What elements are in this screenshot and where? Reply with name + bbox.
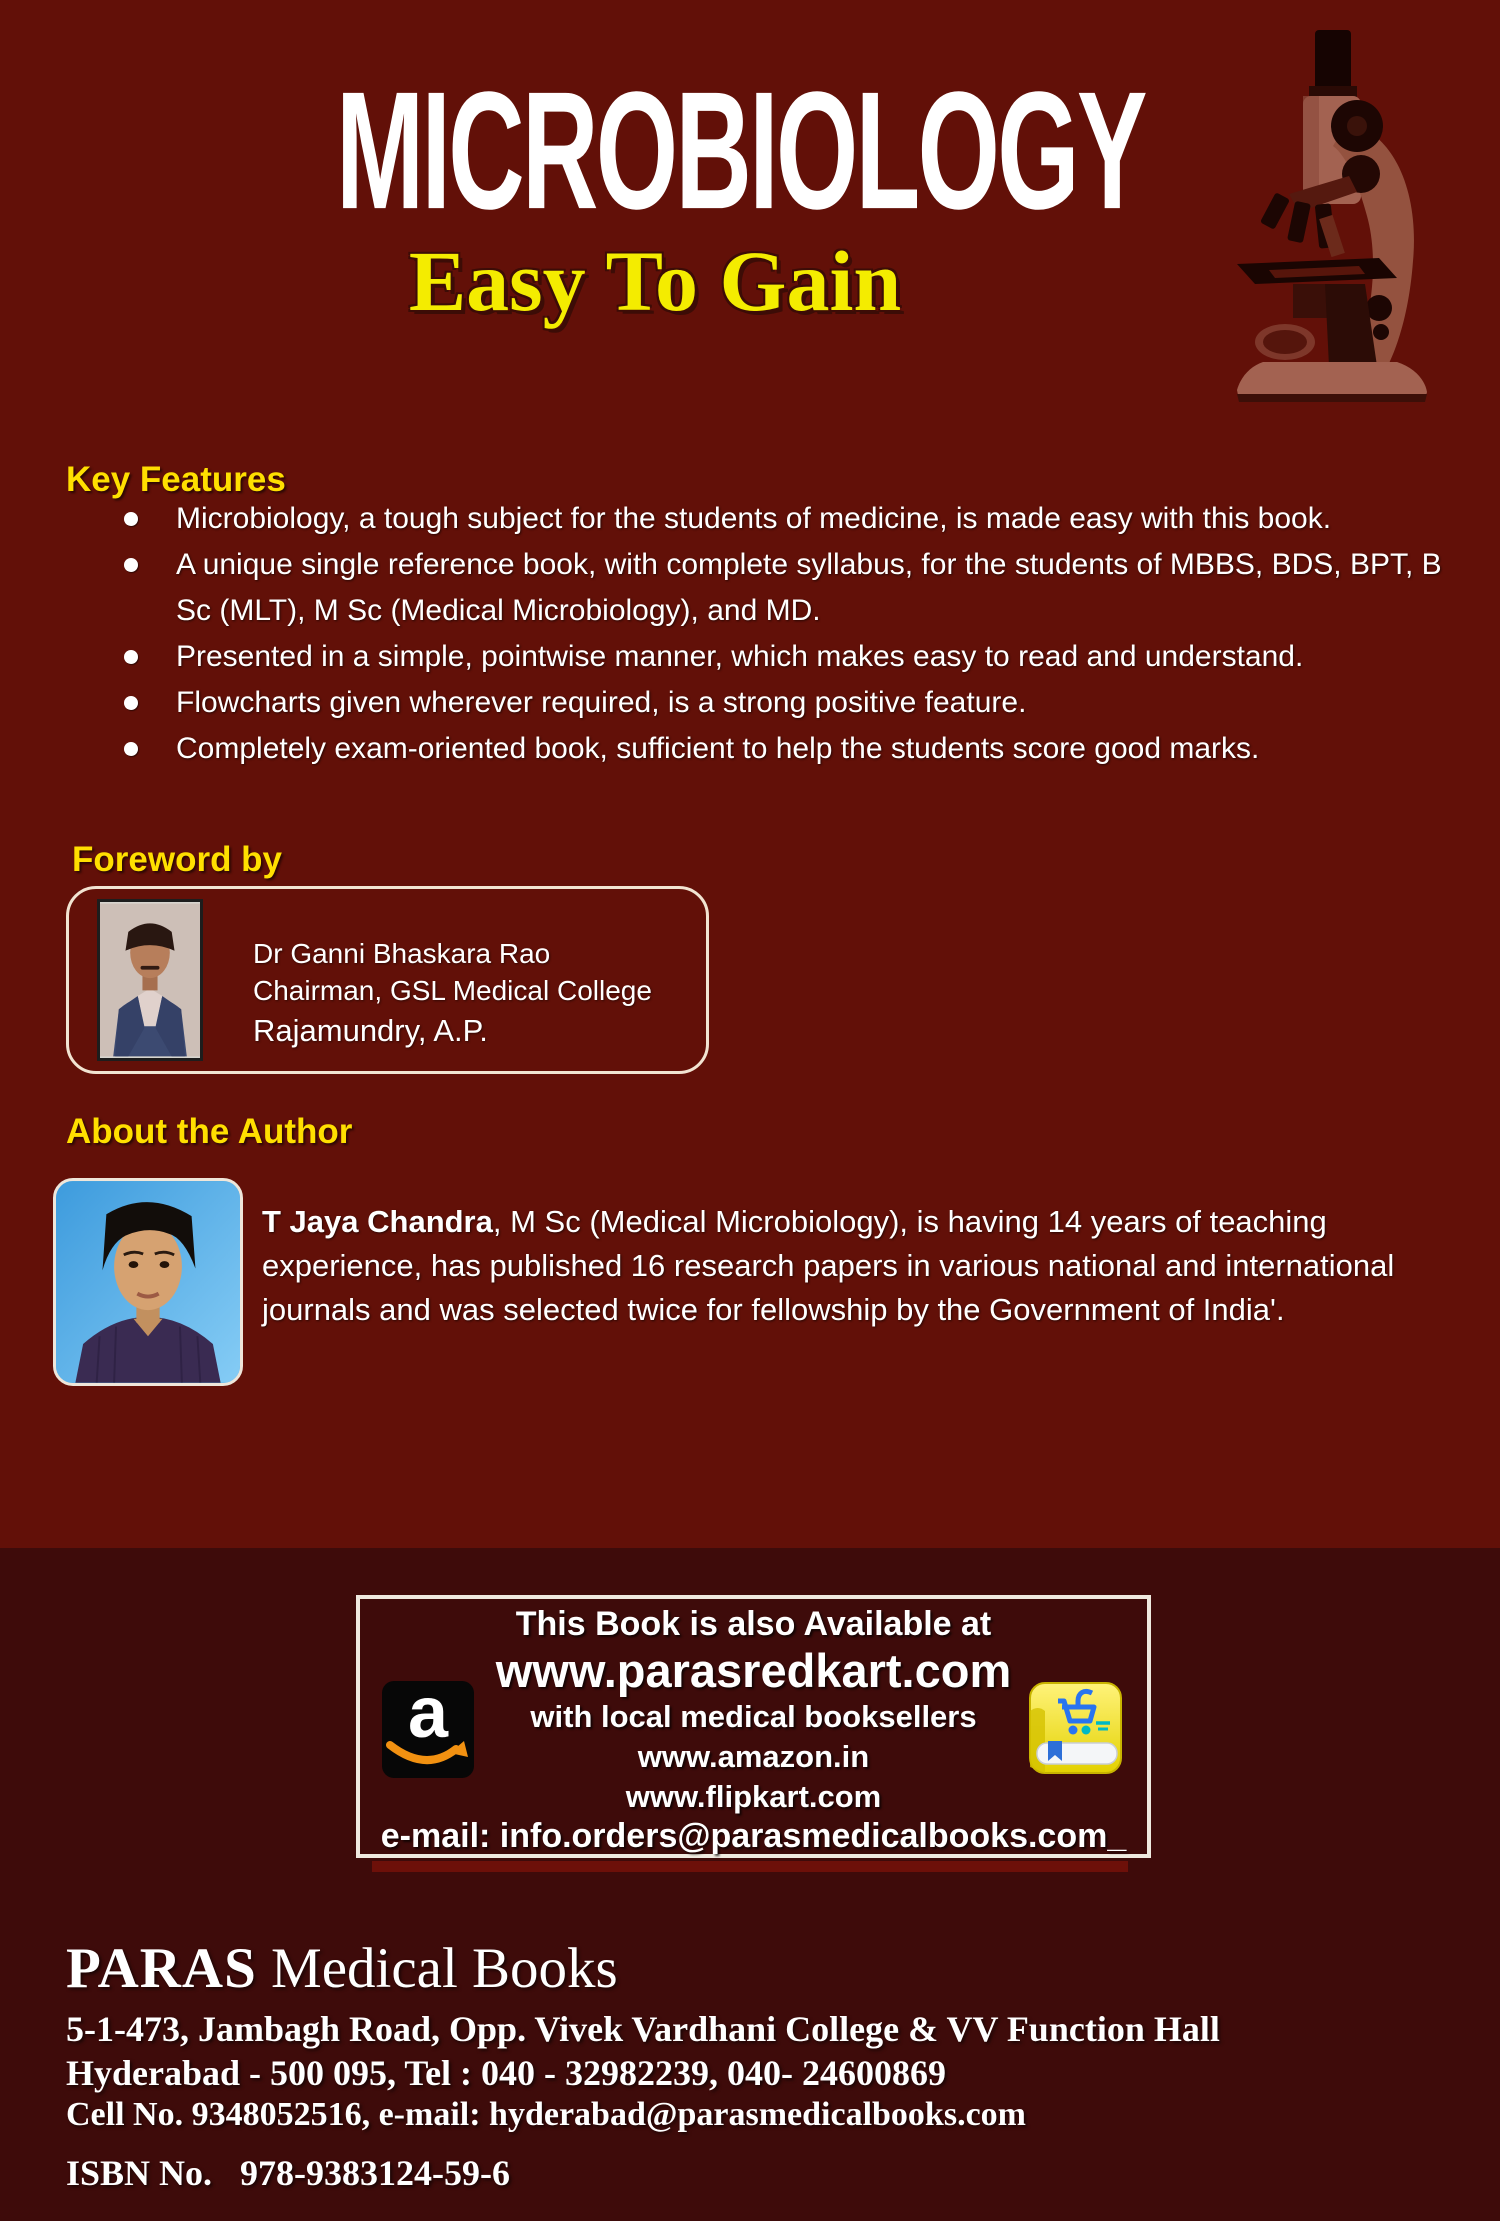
foreword-box [66, 886, 709, 1074]
availability-amazon-url: www.amazon.in [637, 1739, 870, 1774]
isbn-value: 978-9383124-59-6 [240, 2153, 511, 2193]
key-feature-item: Presented in a simple, pointwise manner, which makes easy to read and understand. [118, 634, 1448, 680]
foreword-name: Dr Ganni Bhaskara Rao [253, 938, 551, 969]
key-features-heading: Key Features [66, 460, 286, 499]
book-subtitle: Easy To Gain [408, 233, 902, 329]
key-feature-item: Completely exam-oriented book, sufficient to help the students score good marks. [118, 726, 1448, 772]
author-bio [262, 1200, 1477, 1332]
author-name: T Jaya Chandra [262, 1204, 493, 1239]
foreword-text [253, 935, 652, 1051]
foreword-portrait-photo [97, 899, 203, 1061]
publisher-name-caps: PARAS [66, 1937, 257, 2000]
amazon-icon [382, 1673, 474, 1778]
availability-flipkart-url: www.flipkart.com [625, 1779, 882, 1814]
publisher-address-line2: Hyderabad - 500 095, Tel : 040 - 32982239, 040- 24600869 [66, 2053, 947, 2093]
book-title: MICROBIOLOGY [336, 57, 1145, 245]
about-author-heading: About the Author [66, 1112, 353, 1151]
key-features-list [118, 496, 1448, 772]
publisher-address-line3: Cell No. 9348052516, e-mail: hyderabad@parasmedicalbooks.com [66, 2096, 1026, 2133]
foreword-location: Rajamundry, A.P. [253, 1013, 488, 1048]
foreword-heading: Foreword by [72, 840, 283, 879]
availability-email: e-mail: info.orders@parasmedicalbooks.com_ [380, 1817, 1127, 1855]
availability-box-shadow [372, 1861, 1128, 1872]
publisher-name-suffix: Medical Books [256, 1937, 618, 2000]
availability-booksellers: with local medical booksellers [530, 1699, 977, 1734]
author-bio-text: , M Sc (Medical Microbiology), is having 14 years of teaching experience, has published 16 research papers in various national and international journals and was selected twice for fellowship by the Government of India'. [262, 1204, 1395, 1327]
availability-website: www.parasredkart.com [495, 1644, 1012, 1697]
availability-box [356, 1595, 1151, 1858]
key-feature-item: Flowcharts given wherever required, is a strong positive feature. [118, 680, 1448, 726]
foreword-role: Chairman, GSL Medical College [253, 975, 652, 1006]
flipkart-icon [1028, 1681, 1123, 1775]
availability-intro: This Book is also Available at [515, 1605, 992, 1643]
amazon-letter: a [407, 1673, 449, 1753]
key-feature-item: A unique single reference book, with complete syllabus, for the students of MBBS, BDS, BPT, B Sc (MLT), M Sc (Medical Microbiology), and MD. [118, 542, 1448, 634]
publisher-name [66, 1936, 618, 2001]
isbn-label: ISBN No. [66, 2153, 213, 2193]
key-feature-item: Microbiology, a tough subject for the students of medicine, is made easy with this book. [118, 496, 1448, 542]
microscope-icon [1228, 26, 1450, 406]
publisher-address-line1: 5-1-473, Jambagh Road, Opp. Vivek Vardhani College & VV Function Hall [66, 2009, 1220, 2049]
isbn-line [66, 2152, 510, 2194]
author-portrait-photo [53, 1178, 243, 1386]
